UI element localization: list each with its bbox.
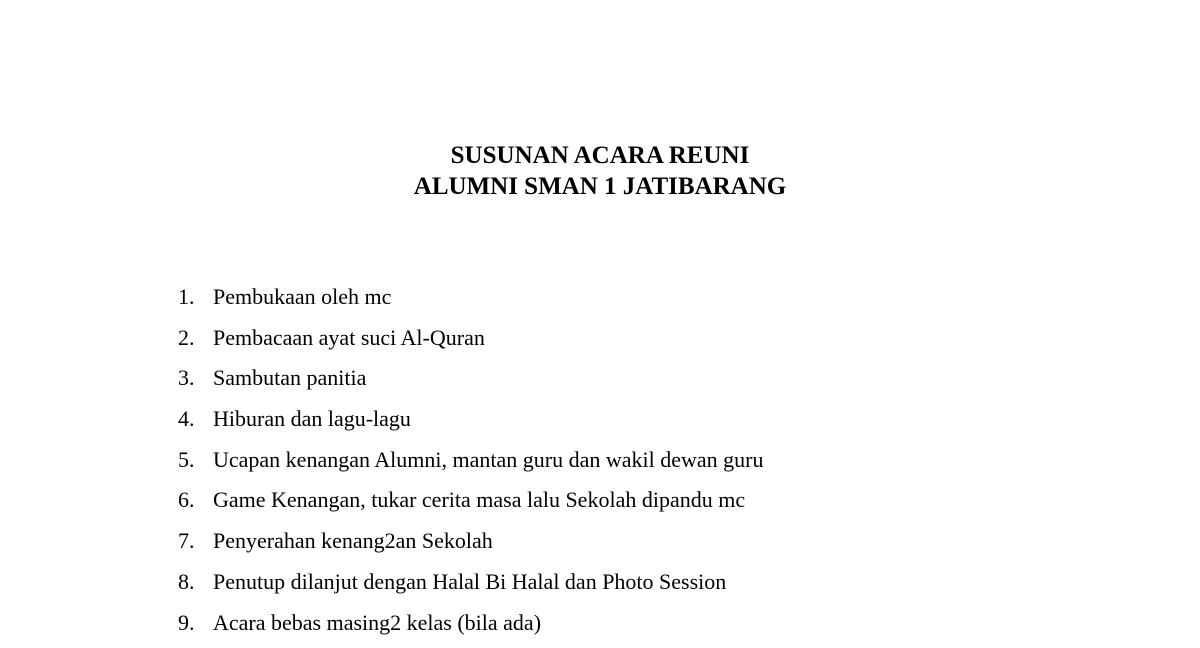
agenda-item — [0, 485, 1200, 526]
agenda-list — [0, 282, 1200, 648]
agenda-item — [0, 323, 1200, 364]
agenda-item-text: Pembacaan ayat suci Al-Quran — [213, 323, 485, 353]
agenda-item-text: Hiburan dan lagu-lagu — [213, 404, 411, 434]
agenda-item-number: 4. — [178, 404, 195, 434]
agenda-item-text: Pembukaan oleh mc — [213, 282, 391, 312]
agenda-item — [0, 445, 1200, 486]
agenda-item — [0, 282, 1200, 323]
title-line-2: ALUMNI SMAN 1 JATIBARANG — [0, 171, 1200, 202]
agenda-item — [0, 404, 1200, 445]
agenda-item — [0, 363, 1200, 404]
agenda-item-number: 5. — [178, 445, 195, 475]
title-line-1: SUSUNAN ACARA REUNI — [0, 140, 1200, 171]
agenda-item-number: 9. — [178, 608, 195, 638]
agenda-item-text: Game Kenangan, tukar cerita masa lalu Sekolah dipandu mc — [213, 485, 745, 515]
agenda-item — [0, 567, 1200, 608]
agenda-item — [0, 608, 1200, 648]
agenda-item-text: Acara bebas masing2 kelas (bila ada) — [213, 608, 541, 638]
agenda-item-number: 6. — [178, 485, 195, 515]
document-title — [0, 140, 1200, 202]
agenda-item-text: Penutup dilanjut dengan Halal Bi Halal dan Photo Session — [213, 567, 726, 597]
agenda-item — [0, 526, 1200, 567]
agenda-item-text: Ucapan kenangan Alumni, mantan guru dan wakil dewan guru — [213, 445, 763, 475]
agenda-item-number: 8. — [178, 567, 195, 597]
agenda-item-number: 2. — [178, 323, 195, 353]
agenda-item-number: 1. — [178, 282, 195, 312]
agenda-item-number: 7. — [178, 526, 195, 556]
agenda-item-number: 3. — [178, 363, 195, 393]
agenda-item-text: Sambutan panitia — [213, 363, 366, 393]
agenda-item-text: Penyerahan kenang2an Sekolah — [213, 526, 493, 556]
